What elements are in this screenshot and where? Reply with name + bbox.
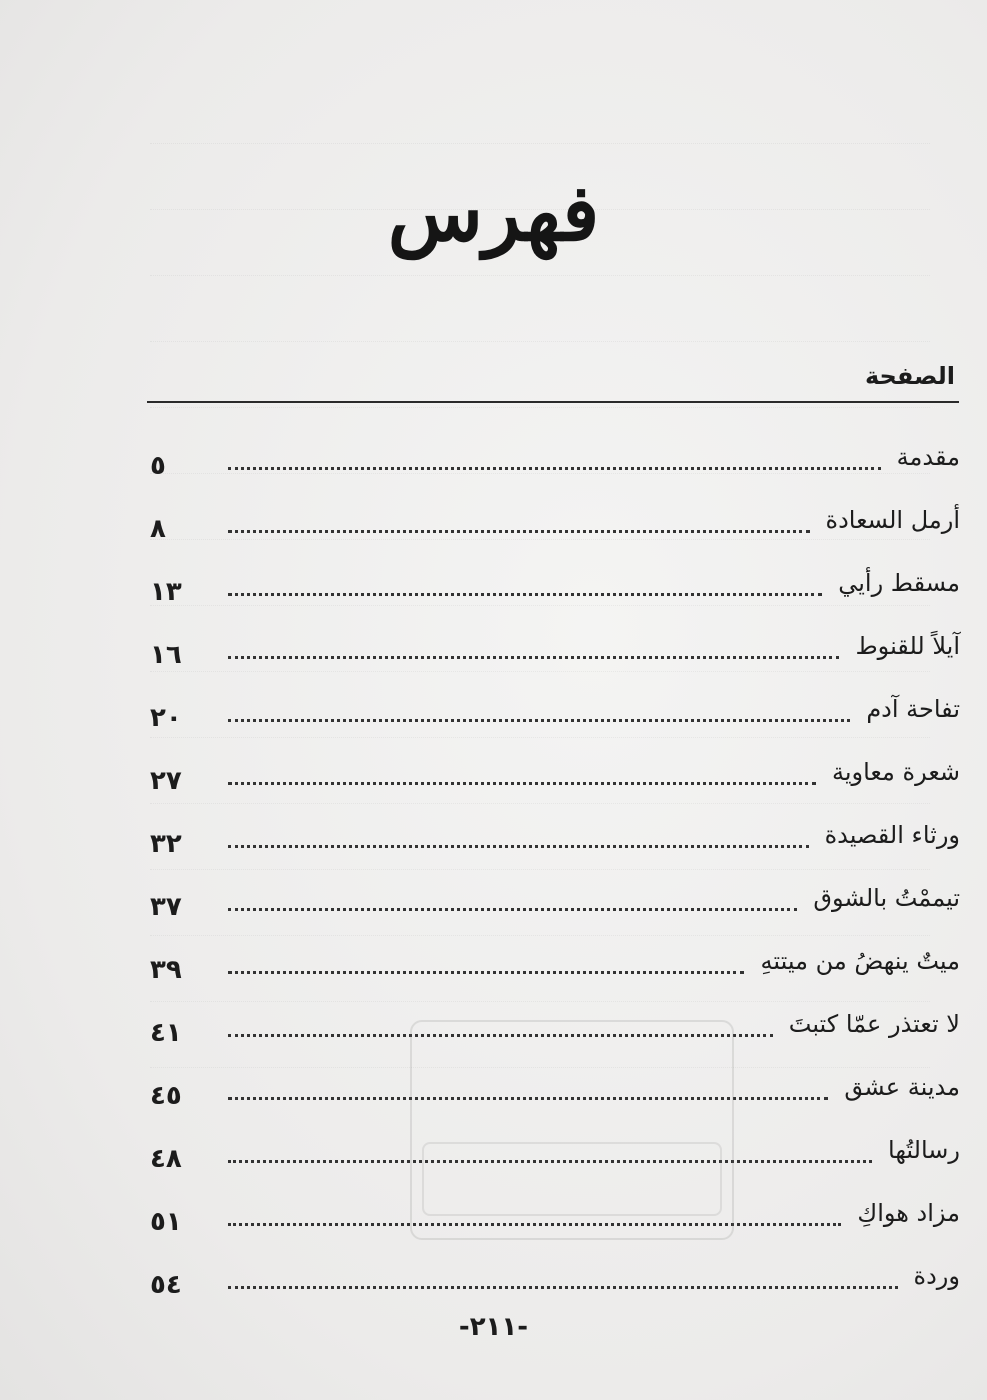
toc-page-number: ٤١ bbox=[150, 1017, 182, 1048]
dot-leader bbox=[228, 969, 744, 974]
toc-row bbox=[150, 614, 960, 677]
dot-leader bbox=[228, 528, 810, 533]
page-number: -٢١١- bbox=[458, 1312, 529, 1342]
toc-title: مدينة عشق bbox=[844, 1072, 960, 1101]
faded-stamp bbox=[410, 1020, 734, 1240]
toc-page-number: ٤٥ bbox=[150, 1080, 182, 1111]
dot-leader bbox=[228, 717, 850, 722]
toc-title: وردة bbox=[913, 1261, 960, 1290]
dot-leader bbox=[228, 780, 816, 785]
page-column-header: الصفحة bbox=[864, 362, 955, 390]
toc-page-number: ٣٩ bbox=[150, 954, 182, 985]
toc-page-number: ٨ bbox=[150, 513, 166, 544]
toc-page-number: ٥٤ bbox=[150, 1269, 182, 1300]
toc-row bbox=[150, 425, 960, 488]
toc-row bbox=[150, 866, 960, 929]
toc-page-number: ٢٧ bbox=[150, 765, 182, 796]
toc-title: رسالتُها bbox=[888, 1135, 960, 1164]
page-title: فهرس bbox=[387, 168, 600, 259]
toc-title: ميتٌ ينهضُ من ميتتهِ bbox=[760, 946, 960, 975]
dot-leader bbox=[228, 1284, 898, 1289]
header-rule bbox=[147, 401, 959, 403]
toc-row bbox=[150, 740, 960, 803]
toc-row bbox=[150, 677, 960, 740]
toc-title: لا تعتذر عمّا كتبتَ bbox=[788, 1009, 960, 1038]
dot-leader bbox=[228, 591, 822, 596]
toc-page-number: ١٦ bbox=[150, 639, 182, 670]
toc-page-number: ٣٧ bbox=[150, 891, 182, 922]
toc-page-number: ٣٢ bbox=[150, 828, 182, 859]
dot-leader bbox=[228, 465, 881, 470]
dot-leader bbox=[228, 654, 839, 659]
toc-row bbox=[150, 929, 960, 992]
dot-leader bbox=[228, 906, 797, 911]
toc-title: ورثاء القصيدة bbox=[824, 820, 960, 849]
toc-title: تفاحة آدم bbox=[866, 694, 960, 723]
toc-title: تيممْتُ بالشوق bbox=[813, 883, 960, 912]
toc-row bbox=[150, 803, 960, 866]
stamp-inner-box bbox=[422, 1142, 722, 1216]
toc-title: آيلاً للقنوط bbox=[855, 631, 960, 660]
toc-page-number: ٥ bbox=[150, 450, 166, 481]
toc-title: مزاد هواكِ bbox=[857, 1198, 960, 1227]
toc-page-number: ٢٠ bbox=[150, 702, 182, 733]
toc-page-number: ٥١ bbox=[150, 1206, 182, 1237]
toc-title: شعرة معاوية bbox=[831, 757, 960, 786]
toc-title: مقدمة bbox=[896, 442, 960, 471]
toc-page-number: ٤٨ bbox=[150, 1143, 182, 1174]
toc-row bbox=[150, 488, 960, 551]
toc-page-number: ١٣ bbox=[150, 576, 182, 607]
toc-row bbox=[150, 551, 960, 614]
toc-title: أرمل السعادة bbox=[825, 505, 960, 534]
toc-row bbox=[150, 1244, 960, 1307]
toc-title: مسقط رأيي bbox=[838, 568, 960, 597]
dot-leader bbox=[228, 843, 809, 848]
